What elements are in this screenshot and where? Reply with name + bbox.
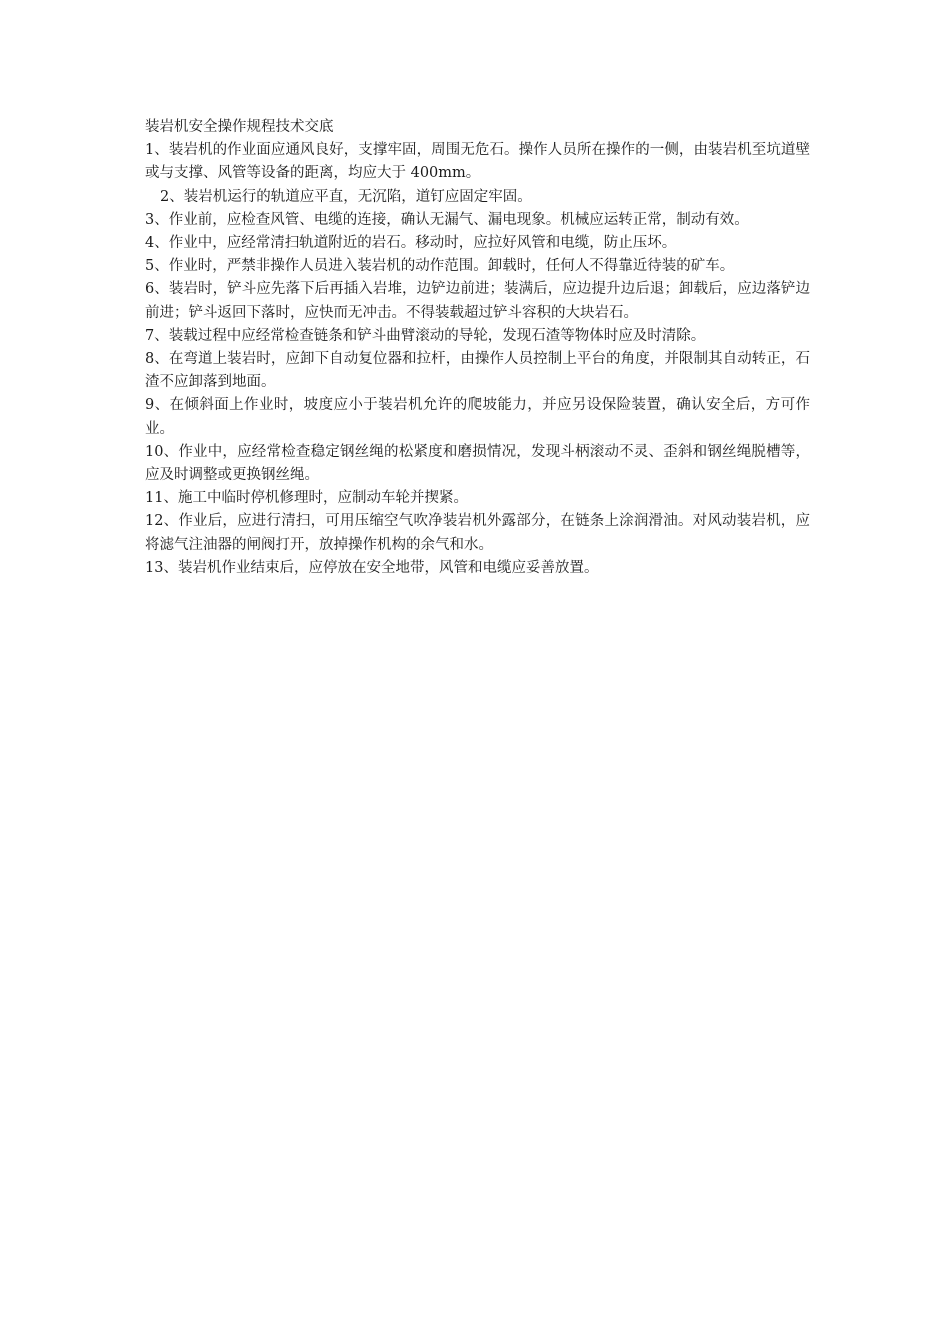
rule-item-11: 11、施工中临时停机修理时，应制动车轮并揳紧。 [145,490,468,507]
document-body [145,116,810,580]
rule-item-5: 5、作业时，严禁非操作人员进入装岩机的动作范围。卸载时，任何人不得靠近待装的矿车。 [145,258,735,275]
rule-item-2: 2、装岩机运行的轨道应平直，无沉陷，道钉应固定牢固。 [160,188,532,205]
rule-item-8: 8、在弯道上装岩时，应卸下自动复位器和拉杆，由操作人员控制上平台的角度，并限制其自动转正，石渣不应卸落到地面。 [145,351,810,391]
document-title: 装岩机安全操作规程技术交底 [145,119,334,135]
rule-item-6: 6、装岩时，铲斗应先落下后再插入岩堆，边铲边前进；装满后，应边提升边后退；卸载后，应边落铲边前进；铲斗返回下落时，应快而无冲击。不得装载超过铲斗容积的大块岩石。 [145,281,810,321]
rule-item-4: 4、作业中，应经常清扫轨道附近的岩石。移动时，应拉好风管和电缆，防止压坏。 [145,235,677,252]
rule-item-13: 13、装岩机作业结束后，应停放在安全地带，风管和电缆应妥善放置。 [145,559,599,576]
rule-item-3: 3、作业前，应检查风管、电缆的连接，确认无漏气、漏电现象。机械应运转正常，制动有效。 [145,211,749,228]
rule-item-10: 10、作业中，应经常检查稳定钢丝绳的松紧度和磨损情况，发现斗柄滚动不灵、歪斜和钢丝绳脱槽等，应及时调整或更换钢丝绳。 [145,443,810,484]
rule-item-7: 7、装载过程中应经常检查链条和铲斗曲臂滚动的导轮，发现石渣等物体时应及时清除。 [145,327,706,344]
rule-item-9: 9、在倾斜面上作业时，坡度应小于装岩机允许的爬坡能力，并应另设保险装置，确认安全后，方可作业。 [145,397,810,437]
rule-item-12: 12、作业后，应进行清扫，可用压缩空气吹净装岩机外露部分，在链条上涂润滑油。对风动装岩机，应将滤气注油器的闸阀打开，放掉操作机构的余气和水。 [145,513,810,553]
rule-item-1: 1、装岩机的作业面应通风良好，支撑牢固，周围无危石。操作人员所在操作的一侧，由装岩机至坑道壁或与支撑、风管等设备的距离，均应大于 400mm。 [145,142,810,182]
